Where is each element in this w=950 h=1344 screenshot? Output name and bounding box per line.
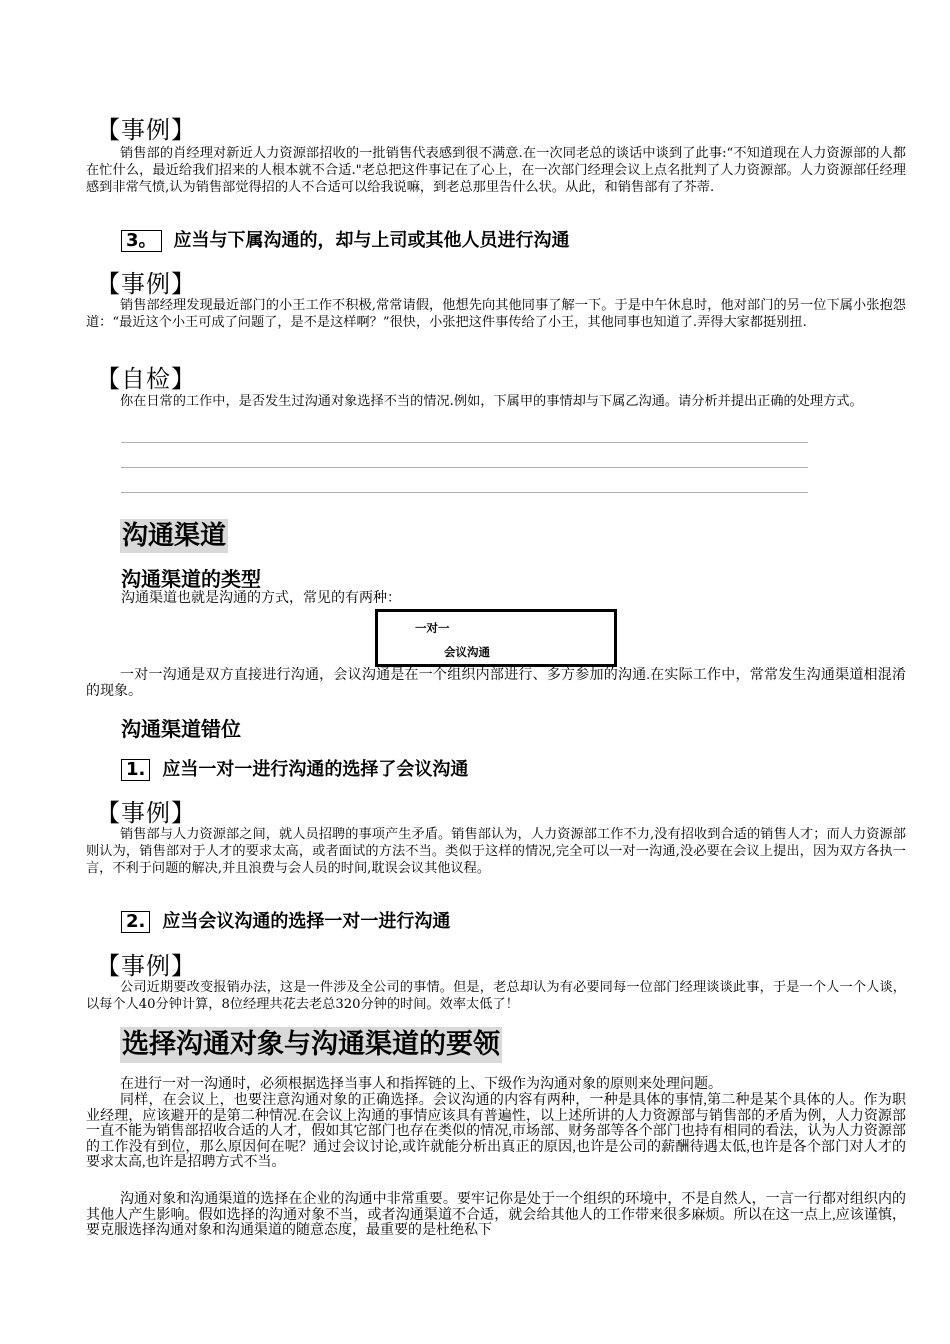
item-heading-3	[121, 229, 570, 253]
subsection-title: 沟通渠道错位	[121, 717, 241, 741]
item-heading-2	[121, 910, 450, 934]
answer-line	[121, 442, 808, 443]
essentials-paragraph: 同样，在会议上，也要注意沟通对象的正确选择。会议沟通的内容有两种，一种是具体的事情,第二种是某个具体的人。作为职业经理，应该避开的是第二种情况.在会议上沟通的事情应该具有普遍性，以上述所讲的人力资源部与销售部的矛盾为例，人力资源部一直不能为销售部招收合适的人才，假如其它部门也存在类似的情况,市场部、财务部等各个部门也持有相同的看法，认为人力资源部的工作没有到位，那么原因何在呢？通过会议讨论,或许就能分析出真正的原因,也许是公司的薪酬待遇太低,也许是各个部门对人才的要求太高,也许是招聘方式不当。	[86, 1093, 906, 1170]
item-title: 应当会议沟通的选择一对一进行沟通	[162, 911, 451, 932]
case-paragraph: 销售部的肖经理对新近人力资源部招收的一批销售代表感到很不满意.在一次同老总的谈话中谈到了此事:“不知道现在人力资源部的人都在忙什么，最近给我们招来的人根本就不合适."老总把这件事记在了心上，在一次部门经理会议上点名批判了人力资源部。人力资源部任经理感到非常气愤,认为销售部觉得招的人不合适可以给我说嘛，到老总那里告什么状。从此，和销售部有了芥蒂.	[86, 146, 906, 195]
case-label: 【事例】	[96, 270, 196, 298]
case-label: 【事例】	[96, 116, 196, 144]
item-number: 2.	[121, 911, 150, 933]
self-check-paragraph: 你在日常的工作中，是否发生过沟通对象选择不当的情况.例如，下属甲的事情却与下属乙沟通。请分析并提出正确的处理方式。	[120, 394, 863, 409]
subsection-title: 沟通渠道的类型	[121, 567, 261, 591]
section-title: 选择沟通对象与沟通渠道的要领	[120, 1027, 502, 1063]
item-title: 应当一对一进行沟通的选择了会议沟通	[162, 759, 469, 780]
item-number: 1.	[121, 759, 150, 781]
case-label: 【事例】	[96, 952, 196, 980]
case-paragraph: 销售部与人力资源部之间，就人员招聘的事项产生矛盾。销售部认为，人力资源部工作不力,没有招收到合适的销售人才；而人力资源部则认为，销售部对于人才的要求太高，或者面试的方法不当。类似于这样的情况,完全可以一对一沟通,没必要在会议上提出，因为双方各执一言，不利于问题的解决,并且浪费与会人员的时间,耽误会议其他议程。	[86, 827, 906, 876]
item-title: 应当与下属沟通的，却与上司或其他人员进行沟通	[173, 230, 570, 251]
case-paragraph: 销售部经理发现最近部门的小王工作不积极,常常请假，他想先向其他同事了解一下。于是中午休息时，他对部门的另一位下属小张抱怨道：“最近这个小王可成了问题了，是不是这样啊？”很快，小张把这件事传给了小王，其他同事也知道了.弄得大家都挺别扭.	[86, 298, 906, 330]
intro-paragraph: 沟通渠道也就是沟通的方式，常见的有两种：	[121, 591, 401, 606]
section-title: 沟通渠道	[122, 521, 227, 551]
case-label: 【事例】	[96, 799, 196, 827]
channel-types-box	[375, 609, 617, 667]
essentials-paragraph: 在进行一对一沟通时，必须根据选择当事人和指挥链的上、下级作为沟通对象的原则来处理问题。	[120, 1077, 722, 1092]
diagram-label-one-to-one: 一对一	[415, 621, 450, 635]
answer-line	[121, 467, 808, 468]
answer-line	[121, 492, 808, 493]
essentials-paragraph: 沟通对象和沟通渠道的选择在企业的沟通中非常重要。要牢记你是处于一个组织的环境中，不是自然人，一言一行都对组织内的其他人产生影响。假如选择的沟通对象不当，或者沟通渠道不合适，就会给其他人的工作带来很多麻烦。所以在这一点上,应该谨慎，要克服选择沟通对象和沟通渠道的随意态度，最重要的是杜绝私下	[86, 1192, 906, 1238]
item-heading-1	[121, 758, 468, 782]
diagram-label-meeting: 会议沟通	[444, 645, 490, 659]
case-paragraph: 公司近期要改变报销办法，这是一件涉及全公司的事情。但是，老总却认为有必要同每一位部门经理谈谈此事，于是一个人一个人谈，以每个人40分钟计算，8位经理共花去老总320分钟的时间。效率太低了！	[86, 980, 906, 1012]
item-number: 3。	[121, 230, 162, 252]
self-check-label: 【自检】	[96, 365, 196, 393]
types-paragraph: 一对一沟通是双方直接进行沟通，会议沟通是在一个组织内部进行、多方参加的沟通.在实际工作中，常常发生沟通渠道相混淆的现象。	[86, 668, 906, 699]
